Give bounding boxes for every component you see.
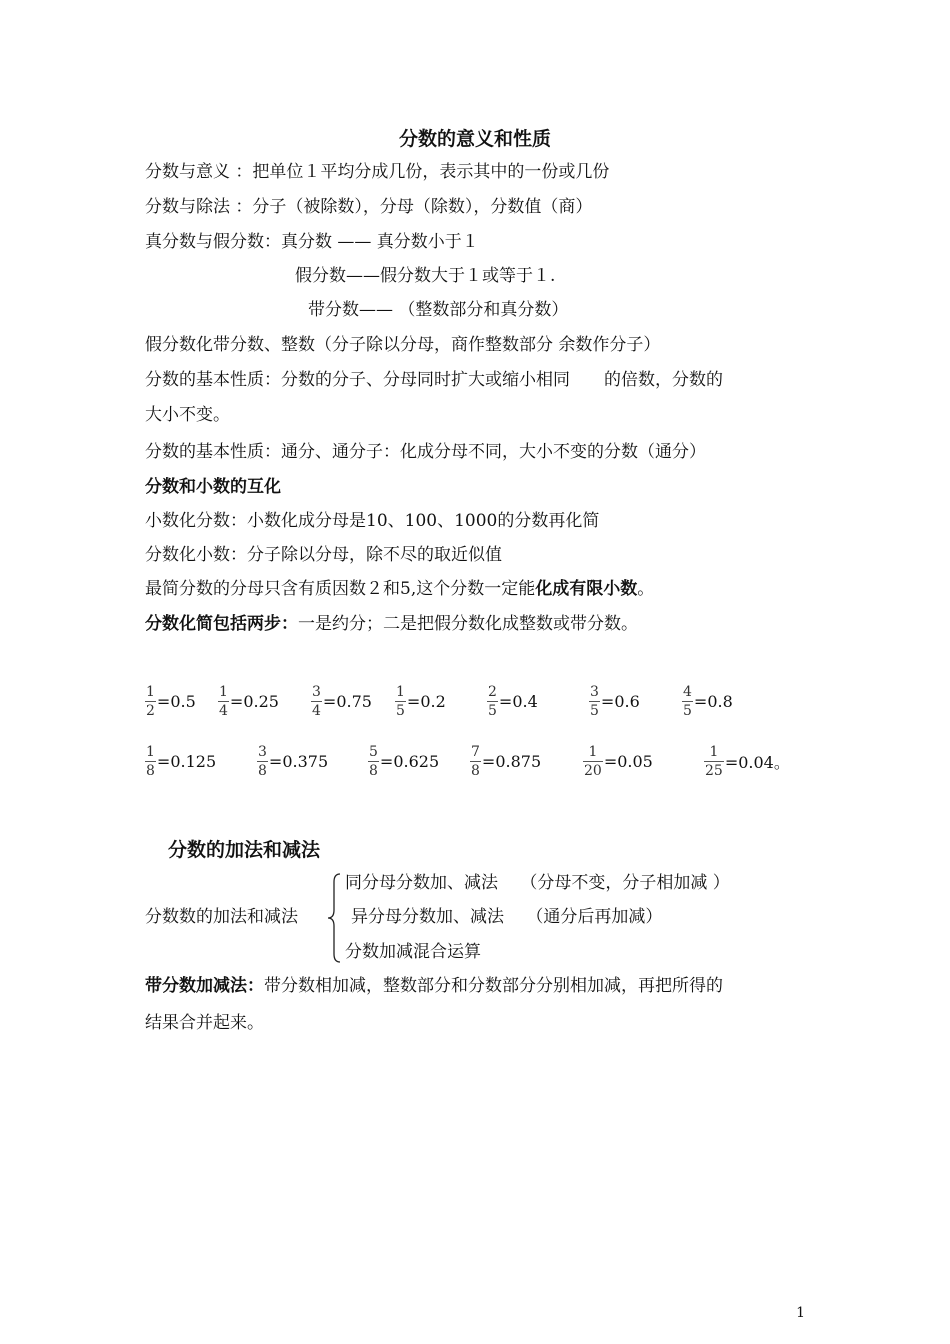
text-line: 小数化分数：小数化成分母是10、100、1000的分数再化简 — [145, 511, 600, 531]
fraction-equation — [470, 744, 541, 779]
decimal-value: =0.75 — [322, 692, 372, 711]
decimal-value: =0.625 — [379, 752, 440, 771]
fraction — [145, 744, 156, 779]
group-label: 分数数的加法和减法 — [145, 907, 298, 927]
text-line: 分数的基本性质：通分、通分子：化成分母不同，大小不变的分数（通分） — [145, 442, 706, 462]
fraction — [311, 684, 322, 719]
fraction — [682, 684, 693, 719]
fraction-equation — [368, 744, 439, 779]
denominator: 8 — [146, 763, 155, 779]
decimal-value: =0.875 — [481, 752, 542, 771]
decimal-value: =0.5 — [156, 692, 196, 711]
numerator: 3 — [312, 684, 321, 700]
text-line: 带分数—— （整数部分和真分数） — [308, 300, 569, 320]
section-subheading: 分数和小数的互化 — [145, 477, 281, 497]
denominator: 4 — [219, 703, 228, 719]
fraction-equation — [487, 684, 538, 719]
fraction-equation — [395, 684, 446, 719]
mixed-number-line — [145, 975, 723, 997]
fraction — [145, 684, 156, 719]
decimal-value: =0.6 — [600, 692, 640, 711]
fraction-equation — [145, 684, 196, 719]
branch-item: 分数加减混合运算 — [345, 942, 481, 962]
fraction — [589, 684, 600, 719]
branch-item: 异分母分数加、减法 （通分后再加减） — [351, 907, 663, 927]
text-line: 分数与除法 ：分子（被除数），分母（除数），分数值（商） — [145, 197, 593, 217]
text-line: 分数与意义 ：把单位１平均分成几份，表示其中的一份或几份 — [145, 162, 610, 182]
numerator: 7 — [471, 744, 480, 760]
decimal-value: =0.375 — [268, 752, 329, 771]
text-line: 真分数与假分数：真分数 —— 真分数小于１ — [145, 232, 479, 252]
numerator: 4 — [683, 684, 692, 700]
fraction-equation — [218, 684, 279, 719]
denominator: 20 — [584, 763, 602, 779]
numerator: 1 — [146, 744, 155, 760]
denominator: 8 — [369, 763, 378, 779]
emphasis-text: 化成有限小数 — [535, 579, 638, 599]
text-line: 大小不变。 — [145, 405, 230, 425]
numerator: 1 — [709, 744, 719, 760]
text-span: 。 — [637, 579, 655, 599]
numerator: 1 — [588, 744, 598, 760]
denominator: 5 — [683, 703, 692, 719]
denominator: 4 — [312, 703, 321, 719]
section-heading: 分数的加法和减法 — [168, 839, 321, 861]
fraction — [704, 744, 724, 779]
numerator: 5 — [369, 744, 378, 760]
finite-decimal-line — [145, 578, 654, 600]
numerator: 3 — [590, 684, 599, 700]
text-line: 假分数——假分数大于１或等于１. — [295, 266, 556, 286]
fraction — [218, 684, 229, 719]
fraction — [487, 684, 498, 719]
fraction — [470, 744, 481, 779]
decimal-value: =0.2 — [406, 692, 446, 711]
decimal-value: =0.4 — [498, 692, 538, 711]
fraction — [368, 744, 379, 779]
page-title: 分数的意义和性质 — [398, 128, 551, 150]
denominator: 8 — [258, 763, 267, 779]
text-span: 带分数相加减，整数部分和分数部分分别相加减，再把所得的 — [264, 976, 723, 996]
emphasis-text: 带分数加减法： — [145, 976, 264, 996]
denominator: 5 — [488, 703, 497, 719]
fraction — [583, 744, 603, 779]
curly-brace-icon — [326, 872, 342, 964]
fraction-equation — [704, 744, 790, 779]
denominator: 25 — [705, 763, 723, 779]
denominator: 5 — [590, 703, 599, 719]
decimal-value: =0.25 — [229, 692, 279, 711]
denominator: 2 — [146, 703, 155, 719]
branch-item: 同分母分数加、减法 （分母不变，分子相加减 ） — [345, 873, 730, 893]
text-line: 分数的基本性质：分数的分子、分母同时扩大或缩小相同 的倍数，分数的 — [145, 370, 723, 390]
page-number: 1 — [796, 1305, 805, 1321]
decimal-value: =0.05 — [603, 752, 653, 771]
numerator: 2 — [488, 684, 497, 700]
fraction — [395, 684, 406, 719]
fraction-equation — [589, 684, 640, 719]
numerator: 3 — [258, 744, 267, 760]
fraction-equation — [257, 744, 328, 779]
decimal-value: =0.8 — [693, 692, 733, 711]
decimal-value: =0.125 — [156, 752, 217, 771]
text-span: 一是约分；二是把假分数化成整数或带分数。 — [298, 614, 638, 634]
numerator: 1 — [396, 684, 405, 700]
fraction-equation — [311, 684, 372, 719]
fraction-equation — [583, 744, 653, 779]
fraction-equation — [145, 744, 216, 779]
numerator: 1 — [219, 684, 228, 700]
emphasis-text: 分数化简包括两步： — [145, 614, 298, 634]
text-span: 最简分数的分母只含有质因数２和5,这个分数一定能 — [145, 579, 536, 599]
decimal-value: =0.04。 — [724, 753, 790, 772]
fraction-equation — [682, 684, 733, 719]
text-line: 假分数化带分数、整数（分子除以分母，商作整数部分 余数作分子） — [145, 335, 661, 355]
text-line: 结果合并起来。 — [145, 1013, 264, 1033]
fraction — [257, 744, 268, 779]
denominator: 8 — [471, 763, 480, 779]
simplify-line — [145, 613, 638, 635]
text-line: 分数化小数：分子除以分母，除不尽的取近似值 — [145, 545, 502, 565]
numerator: 1 — [146, 684, 155, 700]
denominator: 5 — [396, 703, 405, 719]
